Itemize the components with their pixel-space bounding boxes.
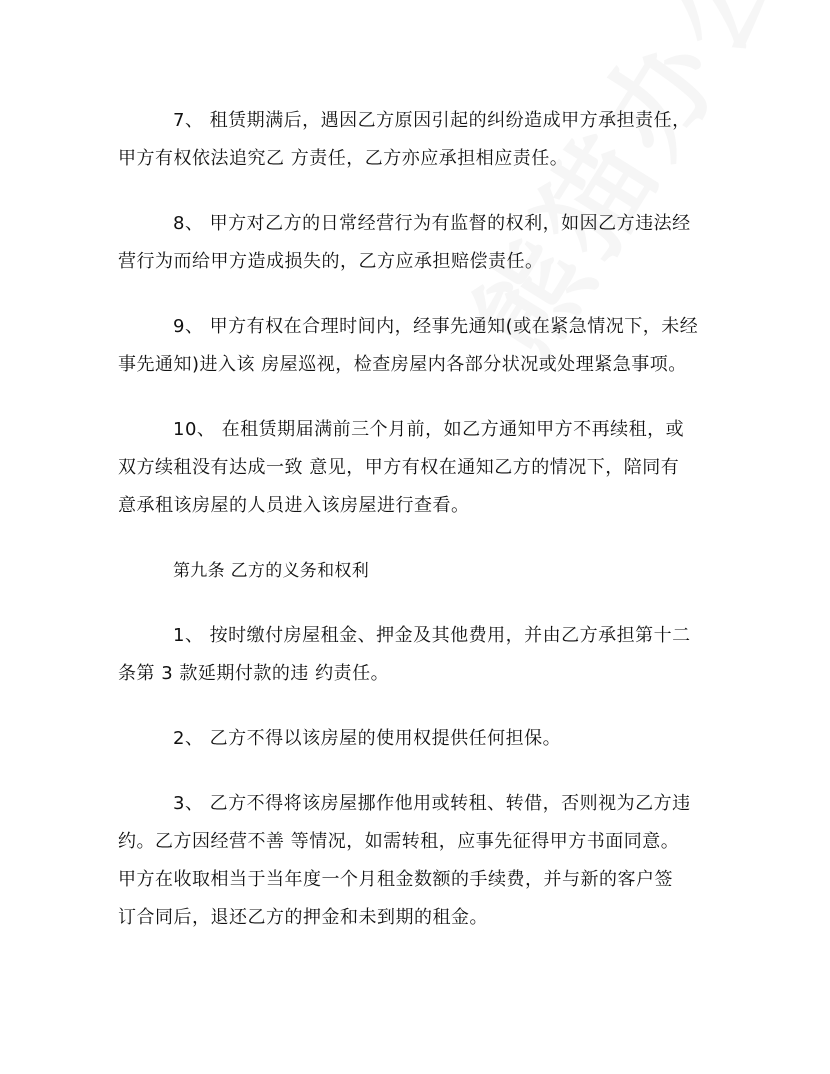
clause-7	[118, 102, 708, 178]
obligation-3-line-3: 甲方在收取相当于当年度一个月租金数额的手续费，并与新的客户签	[118, 869, 673, 890]
obligation-2	[118, 720, 708, 758]
clause-10-line-3: 意承租该房屋的人员进入该房屋进行查看。	[118, 495, 470, 516]
clause-8-line-1: 8、 甲方对乙方的日常经营行为有监督的权利，如因乙方违法经	[173, 213, 691, 234]
clause-8-line-2: 营行为而给甲方造成损失的，乙方应承担赔偿责任。	[118, 251, 544, 272]
clause-8	[118, 205, 708, 281]
obligation-1-line-1: 1、 按时缴付房屋租金、押金及其他费用，并由乙方承担第十二	[173, 625, 691, 646]
document-body	[118, 102, 708, 964]
clause-9-line-1: 9、 甲方有权在合理时间内，经事先通知(或在紧急情况下，未经	[173, 316, 699, 337]
obligation-3-line-4: 订合同后，退还乙方的押金和未到期的租金。	[118, 907, 488, 928]
section-heading: 第九条 乙方的义务和权利	[173, 561, 370, 581]
obligation-1	[118, 617, 708, 693]
obligation-3-line-2: 约。乙方因经营不善 等情况，如需转租，应事先征得甲方书面同意。	[118, 831, 680, 852]
obligation-3	[118, 785, 708, 937]
clause-9-line-2: 事先通知)进入该 房屋巡视，检查房屋内各部分状况或处理紧急事项。	[118, 354, 687, 375]
clause-7-line-2: 甲方有权依法追究乙 方责任，乙方亦应承担相应责任。	[118, 148, 569, 169]
obligation-3-line-1: 3、 乙方不得将该房屋挪作他用或转租、转借，否则视为乙方违	[173, 793, 691, 814]
clause-10	[118, 411, 708, 525]
clause-9	[118, 308, 708, 384]
obligation-2-line-1: 2、 乙方不得以该房屋的使用权提供任何担保。	[173, 728, 562, 749]
clause-10-line-2: 双方续租没有达成一致 意见，甲方有权在通知乙方的情况下，陪同有	[118, 457, 680, 478]
clause-10-line-1: 10、 在租赁期届满前三个月前，如乙方通知甲方不再续租，或	[173, 419, 685, 440]
obligation-1-line-2: 条第 3 款延期付款的违 约责任。	[118, 663, 390, 684]
clause-7-line-1: 7、 租赁期满后，遇因乙方原因引起的纠纷造成甲方承担责任，	[173, 110, 691, 131]
